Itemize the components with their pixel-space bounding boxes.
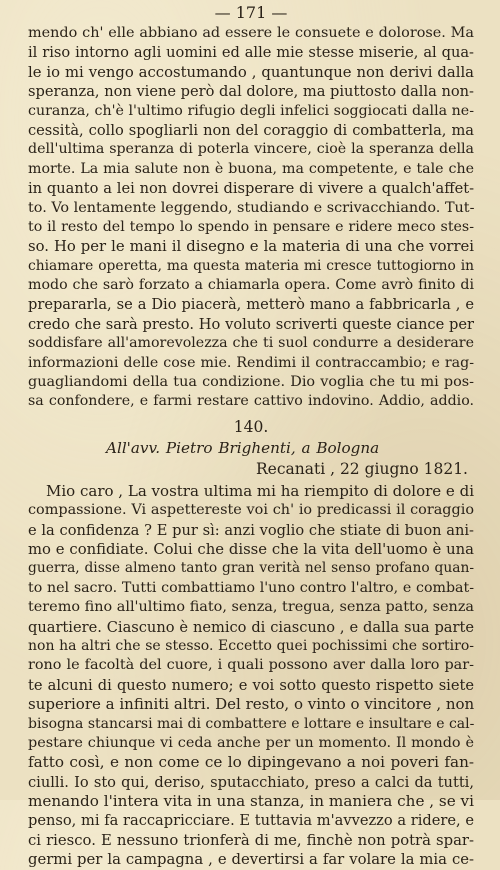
text-line: mo e confidiate. Colui che disse che la vita dell'uomo è una bbox=[28, 540, 474, 558]
text-line: chiamare operetta, ma questa materia mi cresce tuttogiorno in bbox=[28, 257, 474, 274]
text-line: ciulli. Io sto qui, deriso, sputacchiato, preso a calci da tutti, bbox=[28, 773, 474, 791]
text-line: le io mi vengo accostumando , quantunque non derivi dalla bbox=[28, 63, 474, 81]
text-line: prepararla, se a Dio piacerà, metterò mano a fabbricarla , e bbox=[28, 296, 474, 314]
text-line: rono le facoltà del cuore, i quali possono aver dalla loro par- bbox=[28, 657, 474, 674]
text-line: non ha altri che se stesso. Eccetto quei pochissimi che sortiro- bbox=[28, 637, 474, 654]
text-line: to. Vo lentamente leggendo, studiando e scrivacchiando. Tut- bbox=[28, 199, 474, 216]
text-line: pestare chiunque vi ceda anche per un momento. Il mondo è bbox=[28, 734, 474, 751]
letter-number: 140. bbox=[233, 417, 269, 436]
text-line: soddisfare all'amorevolezza che ti suol condurre a desiderare bbox=[28, 335, 474, 352]
text-line: te alcuni di questo numero; e voi sotto questo rispetto siete bbox=[28, 676, 474, 694]
text-line: quartiere. Ciascuno è nemico di ciascuno , e dalla sua parte bbox=[28, 618, 474, 636]
text-line: to nel sacro. Tutti combattiamo l'uno contro l'altro, e combat- bbox=[28, 579, 474, 596]
text-line: sa confondere, e farmi restare cattivo indovino. Addio, addio. bbox=[28, 393, 474, 410]
text-line: speranza, non viene però dal dolore, ma piuttosto dalla non- bbox=[28, 83, 474, 101]
letter-dateline: Recanati , 22 giugno 1821. bbox=[255, 459, 468, 478]
text-line: bisogna stancarsi mai di combattere e lottare e insultare e cal- bbox=[28, 715, 474, 732]
page-number: — 171 — bbox=[214, 3, 288, 22]
text-line: mendo ch' elle abbiano ad essere le consuete e dolorose. Ma bbox=[28, 25, 474, 41]
text-line: curanza, ch'è l'ultimo rifugio degli infelici soggiocati dalla ne- bbox=[28, 102, 474, 119]
text-line: menando l'intera vita in una stanza, in maniera che , se vi bbox=[28, 792, 474, 811]
text-line: superiore a infiniti altri. Del resto, o vinto o vincitore , non bbox=[28, 695, 474, 714]
text-line: credo che sarà presto. Ho voluto scriverti queste ciance per bbox=[28, 315, 474, 333]
text-line: fatto così, e non come ce lo dipingevano a noi poveri fan- bbox=[28, 753, 474, 772]
text-line: compassione. Vi aspettereste voi ch' io predicassi il coraggio bbox=[28, 502, 474, 519]
text-line: dell'ultima speranza di poterla vincere, cioè la speranza della bbox=[28, 141, 474, 158]
text-line: penso, mi fa raccapricciare. E tuttavia m'avvezzo a ridere, e bbox=[28, 812, 474, 830]
text-line: in quanto a lei non dovrei disperare di vivere a qualch'affet- bbox=[28, 180, 474, 198]
text-line: to il resto del tempo lo spendo in pensare e ridere meco stes- bbox=[28, 218, 474, 235]
text-line: morte. La mia salute non è buona, ma competente, e tale che bbox=[28, 160, 474, 177]
text-line: guagliandomi della tua condizione. Dio voglia che tu mi pos- bbox=[28, 374, 474, 391]
text-line: so. Ho per le mani il disegno e la materia di una che vorrei bbox=[28, 238, 474, 256]
text-line: Mio caro , La vostra ultima mi ha riempito di dolore e di bbox=[46, 481, 474, 500]
text-line: guerra, disse almeno tanto gran verità nel senso profano quan- bbox=[28, 560, 474, 577]
paragraph-previous-letter-end bbox=[28, 24, 474, 412]
text-line: teremo fino all'ultimo fiato, senza, tregua, senza patto, senza bbox=[28, 599, 474, 616]
paragraph-letter-body bbox=[28, 482, 474, 870]
text-line: cessità, collo spogliarli non del coraggio di combatterla, ma bbox=[28, 121, 474, 139]
text-line: ci riesco. E nessuno trionferà di me, finchè non potrà spar- bbox=[28, 831, 474, 849]
letter-address: All'avv. Pietro Brighenti, a Bologna bbox=[106, 438, 380, 457]
text-line: il riso intorno agli uomini ed alle mie stesse miserie, al qua- bbox=[28, 44, 474, 62]
text-line: e la confidenza ? E pur sì: anzi voglio che stiate di buon ani- bbox=[28, 521, 474, 539]
text-line: germi per la campagna , e devertirsi a far volare la mia ce- bbox=[28, 851, 474, 869]
text-line: informazioni delle cose mie. Rendimi il contraccambio; e rag- bbox=[28, 354, 474, 371]
text-line: modo che sarò forzato a chiamarla opera. Come avrò finito di bbox=[28, 277, 474, 294]
